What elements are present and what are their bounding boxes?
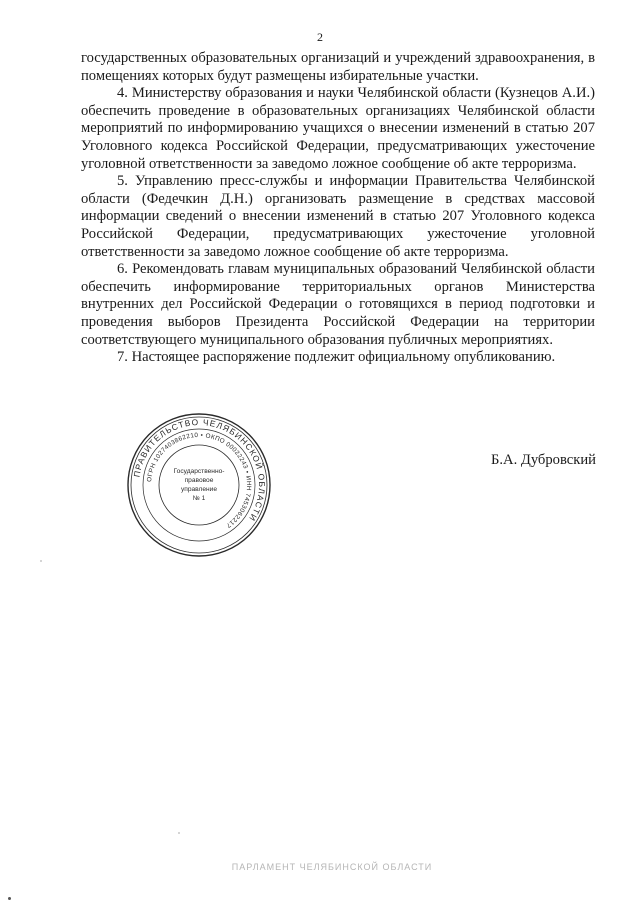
paragraph-item-7: 7. Настоящее распоряжение подлежит официальному опубликованию. bbox=[117, 349, 556, 366]
seal-inner-text: ОГРН 1027403862210 • ОКПО 00022243 • ИНН 7453062217 bbox=[146, 431, 253, 529]
paragraph-continuation: государственных образовательных организаций и учреждений здравоохранения, в помещениях которых будут размещены избирательные участки. bbox=[81, 50, 595, 84]
seal-center-line-2: правовое bbox=[184, 477, 214, 484]
scan-speck bbox=[8, 897, 11, 900]
paragraph-item-6: 6. Рекомендовать главам муниципальных образований Челябинской области обеспечить информирование территориальных органов Министерства внутренних дел Российской Федерации о готовящихся в период подготовки и проведения выборов Президента Российской Федерации на территории соответствующего муниципального образования публичных мероприятиях. bbox=[81, 261, 595, 348]
seal-center-line-4: № 1 bbox=[192, 495, 206, 502]
seal-center-line-3: управление bbox=[180, 486, 218, 493]
footer-faint-text: ПАРЛАМЕНТ ЧЕЛЯБИНСКОЙ ОБЛАСТИ bbox=[231, 862, 433, 872]
scan-speck bbox=[178, 832, 180, 834]
signatory-name: Б.А. Дубровский bbox=[491, 452, 596, 468]
paragraph-item-4: 4. Министерству образования и науки Челябинской области (Кузнецов А.И.) обеспечить проведение в образовательных организациях Челябинской области мероприятий по информированию учащихся о внесении изменений в статью 207 Уголовного кодекса Российской Федерации, предусматривающих ужесточение уголовной ответственности за заведомо ложное сообщение об акте терроризма. bbox=[81, 85, 595, 172]
seal-outer-text: ПРАВИТЕЛЬСТВО ЧЕЛЯБИНСКОЙ ОБЛАСТИ bbox=[131, 416, 268, 524]
seal-center-line-1: Государственно- bbox=[173, 468, 225, 475]
seal-graphic bbox=[124, 410, 274, 560]
document-body bbox=[81, 50, 595, 367]
official-seal-stamp bbox=[124, 410, 274, 560]
paragraph-item-5: 5. Управлению пресс-службы и информации Правительства Челябинской области (Федечкин Д.Н.) организовать размещение в средствах массовой информации сведений о внесении изменений в статью 207 Уголовного кодекса Российской Федерации, предусматривающих ужесточение уголовной ответственности за заведомо ложное сообщение об акте терроризма. bbox=[81, 173, 595, 260]
scan-speck bbox=[40, 560, 42, 562]
page-number: 2 bbox=[317, 30, 323, 44]
